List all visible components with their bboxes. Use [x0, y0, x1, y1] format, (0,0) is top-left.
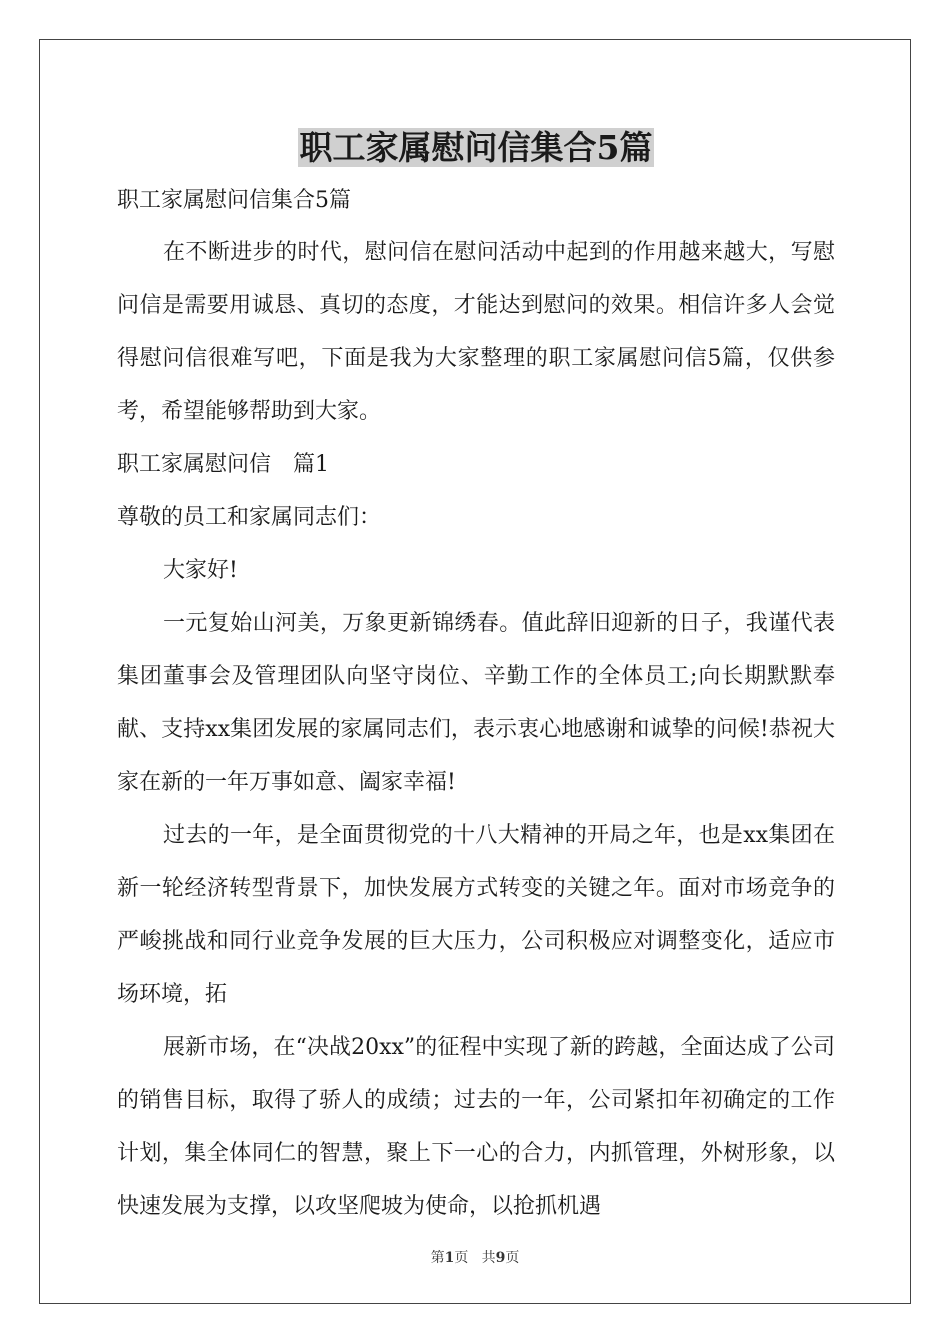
- paragraph: 在不断进步的时代，慰问信在慰问活动中起到的作用越来越大，写慰问信是需要用诚恳、真切的态度，才能达到慰问的效果。相信许多人会觉得慰问信很难写吧，下面是我为大家整理的职工家属慰问信5篇，仅供参考，希望能够帮助到大家。: [117, 240, 835, 424]
- footer-page-number: 1: [444, 1250, 455, 1266]
- page-footer: [0, 1247, 950, 1267]
- paragraph: 职工家属慰问信 篇1: [117, 452, 329, 477]
- paragraph: 一元复始山河美，万象更新锦绣春。值此辞旧迎新的日子，我谨代表集团董事会及管理团队向坚守岗位、辛勤工作的全体员工;向长期默默奉献、支持xx集团发展的家属同志们，表示衷心地感谢和诚挚的问候!恭祝大家在新的一年万事如意、阖家幸福!: [117, 611, 835, 795]
- footer-page-prefix: 第: [430, 1250, 445, 1266]
- footer-total-prefix: 共: [481, 1250, 496, 1266]
- document-subtitle: 职工家属慰问信集合5篇: [117, 188, 351, 213]
- footer-total-unit: 页: [505, 1250, 520, 1266]
- document-title-text: 职工家属慰问信集合5篇: [299, 128, 653, 167]
- paragraph: 大家好!: [163, 558, 238, 583]
- paragraph: 尊敬的员工和家属同志们：: [117, 505, 382, 530]
- document-title: [117, 120, 835, 176]
- paragraph-list: [117, 226, 835, 1233]
- document-body: [117, 120, 835, 1233]
- footer-total-pages: 9: [495, 1250, 506, 1266]
- paragraph: 过去的一年，是全面贯彻党的十八大精神的开局之年，也是xx集团在新一轮经济转型背景下，加快发展方式转变的关键之年。面对市场竞争的严峻挑战和同行业竞争发展的巨大压力，公司积极应对调整变化，适应市场环境，拓: [117, 823, 835, 1007]
- paragraph: 展新市场，在“决战20xx”的征程中实现了新的跨越，全面达成了公司的销售目标，取得了骄人的成绩；过去的一年，公司紧扣年初确定的工作计划，集全体同仁的智慧，聚上下一心的合力，内抓管理，外树形象，以快速发展为支撑，以攻坚爬坡为使命，以抢抓机遇: [117, 1035, 835, 1219]
- footer-page-unit: 页: [454, 1250, 469, 1266]
